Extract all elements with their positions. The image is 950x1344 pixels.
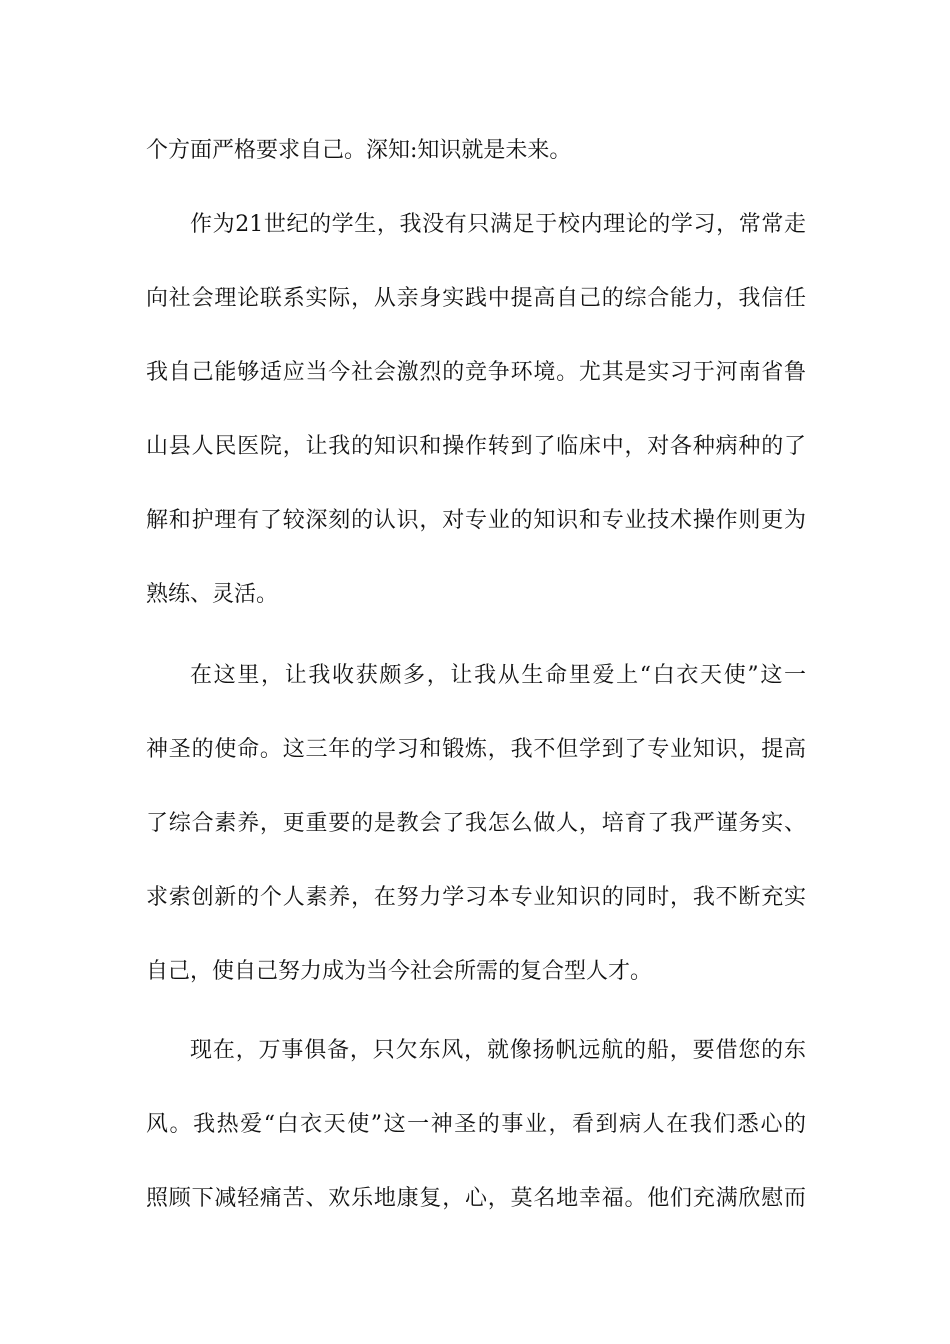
paragraph-first-line: 现在，万事俱备，只欠东风，就像扬帆远航的船，要借您的东 [190,1038,806,1063]
paragraph-first-line: 在这里，让我收获颇多，让我从生命里爱上“白衣天使”这一 [190,663,806,688]
text-line: 熟练、灵活。 [146,582,279,607]
text-line: 我自己能够适应当今社会激烈的竞争环境。尤其是实习于河南省鲁 [146,360,806,385]
text-line: 自己，使自己努力成为当今社会所需的复合型人才。 [146,959,653,984]
text-line: 神圣的使命。这三年的学习和锻炼，我不但学到了专业知识，提高 [146,737,806,762]
text-line: 向社会理论联系实际，从亲身实践中提高自己的综合能力，我信任 [146,286,806,311]
text-line: 了综合素养，更重要的是教会了我怎么做人，培育了我严谨务实、 [146,811,806,836]
text-line: 风。我热爱“白衣天使”这一神圣的事业，看到病人在我们悉心的 [146,1112,806,1137]
text-line: 解和护理有了较深刻的认识，对专业的知识和专业技术操作则更为 [146,508,806,533]
text-line: 山县人民医院，让我的知识和操作转到了临床中，对各种病种的了 [146,434,806,459]
text-line: 个方面严格要求自己。深知:知识就是未来。 [146,138,572,163]
paragraph-first-line: 作为21世纪的学生，我没有只满足于校内理论的学习，常常走 [190,212,806,237]
text-line: 照顾下减轻痛苦、欢乐地康复，心，莫名地幸福。他们充满欣慰而 [146,1186,806,1211]
text-line: 求索创新的个人素养，在努力学习本专业知识的同时，我不断充实 [146,885,806,910]
